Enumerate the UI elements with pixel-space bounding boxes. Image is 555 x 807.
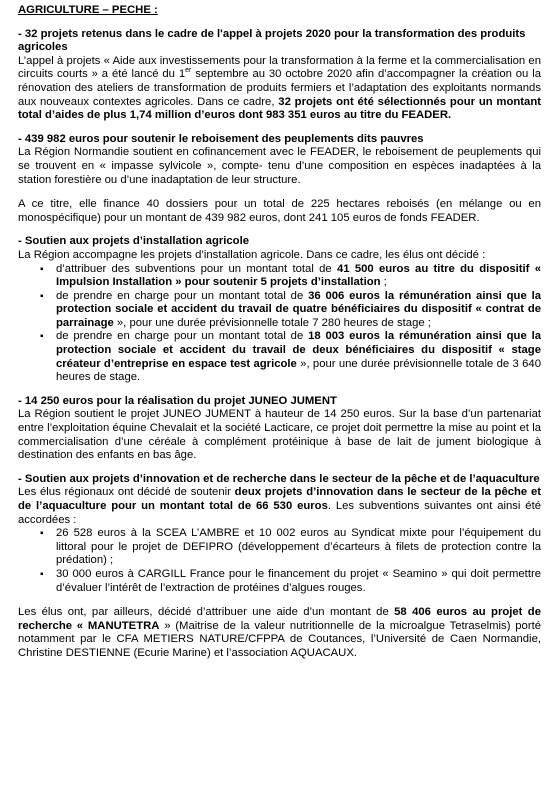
text-run: d’attribuer des subventions pour un montant total de [56,262,337,275]
text-run: », pour une durée prévisionnelle totale 7 280 heures de stage ; [113,316,431,329]
text-run: » (Maitrise de la valeur nutritionnelle de la microalgue Tetraselmis) porté notamment par le CFA METIERS NATURE/CFPPA de Coutances, l’Université de Caen Normandie, Christine DESTIENNE (Ecurie Marine) et l’association AQUACAUX. [18,619,541,659]
text-run: L’appel à projets « Aide aux investissements pour la transformation à la ferme et la commercialisation en circuits courts » a été lancé du 1 [18,54,541,81]
list-item [40,263,541,290]
page-title: AGRICULTURE – PECHE : [18,4,158,16]
bold-text: 18 003 euros la rémunération ainsi que la protection sociale et accident du travail de deux bénéficiaires du dispositif « stage créateur d’entreprise en espace test agricole [56,330,541,370]
bold-text: 58 406 euros au projet de recherche « MANUTETRA [18,606,541,632]
bold-text: deux projets d’innovation dans le secteur de la pêche et de l’aquaculture pour un montant total de 66 530 euros [18,486,542,512]
section-paragraph [18,486,541,527]
text-run: . Les subventions suivantes ont ainsi été accordées : [18,500,542,526]
text-run: septembre au 30 octobre 2020 afin d’accompagner la création ou la rénovation des ateliers de transformation de produits fermiers et l’adaptation des exploitants normands aux nouveaux contextes agricoles. Dans ce cadre, [18,68,541,108]
section-transformation-projects [18,28,541,123]
bold-text: 41 500 euros au titre du dispositif « Impulsion Installation » pour soutenir 5 projets d’installation [56,262,542,289]
bold-text: 32 projets ont été sélectionnés pour un montant total d’aides de plus 1,74 million d’euros dont 983 351 euros au titre du FEADER. [18,95,541,122]
section-agricultural-installation [18,235,541,385]
section-paragraph: A ce titre, elle finance 40 dossiers pour un total de 225 hectares reboisés (en mélange ou en monospécifique) pour un montant de 439 982 euros, dont 241 105 euros de fonds FEADER. [18,198,541,224]
section-heading: - 32 projets retenus dans le cadre de l'appel à projets 2020 pour la transformation des produits agricoles [18,27,526,54]
text-run: Les élus régionaux ont décidé de soutenir [18,486,235,499]
section-heading: - 439 982 euros pour soutenir le reboisement des peuplements dits pauvres [18,132,424,145]
text-run: ; [380,276,387,289]
section-paragraph [18,606,541,660]
list-item [40,330,541,384]
section-paragraph: La Région accompagne les projets d’installation agricole. Dans ce cadre, les élus ont décidé : [18,248,486,261]
section-paragraph: La Région soutient le projet JUNEO JUMENT à hauteur de 14 250 euros. Sur la base d’un partenariat entre l’exploitation équine Chevalait et la société Lacticare, ce projet doit permettre la mise au point et la commercialisation d’une céréale à complément protéinique à base de lait de jument biologique à destination des enfants en bas âge. [18,408,541,462]
bullet-list [18,263,541,385]
text-run: de prendre en charge pour un montant total de [56,289,309,302]
text-run: de prendre en charge pour un montant total de [56,330,309,343]
bold-text: 36 006 euros la rémunération ainsi que la protection sociale et accident du travail de quatre bénéficiaires du dispositif « contrat de parrainage [56,289,541,329]
section-paragraph: La Région Normandie soutient en cofinancement avec le FEADER, le reboisement de peuplements qui se trouvent en « impasse sylvicole », compte- tenu d’une composition en espèces inadaptées à la station forestière ou d’une inadaptation de leur structure. [18,146,541,186]
superscript: er [185,67,192,75]
section-heading: - Soutien aux projets d’innovation et de recherche dans le secteur de la pêche et de l’aquaculture [18,472,540,485]
section-fisheries-aquaculture [18,473,541,661]
text-run: », pour une durée prévisionnelle totale de 3 640 heures de stage. [56,357,541,384]
section-juneo-jument [18,395,541,463]
section-heading: - 14 250 euros pour la réalisation du projet JUNEO JUMENT [18,394,337,407]
section-reforestation [18,133,541,226]
text-run: Les élus ont, par ailleurs, décidé d’attribuer une aide d’un montant de [18,606,395,619]
section-paragraph [18,55,541,123]
list-item [40,290,541,331]
bullet-list [18,527,541,595]
section-heading: - Soutien aux projets d’installation agricole [18,235,249,248]
list-item: ▪ 30 000 euros à CARGILL France pour le financement du projet « Seamino » qui doit permettre d’évaluer l’intérêt de l’extraction de protéines d’algues rouges. [40,568,541,595]
list-item: ▪ 26 528 euros à la SCEA L’AMBRE et 10 002 euros au Syndicat mixte pour l’équipement du littoral pour le projet de DEFIPRO (développement d’écarteurs à filets de protection contre la prédation) ; [40,527,541,568]
